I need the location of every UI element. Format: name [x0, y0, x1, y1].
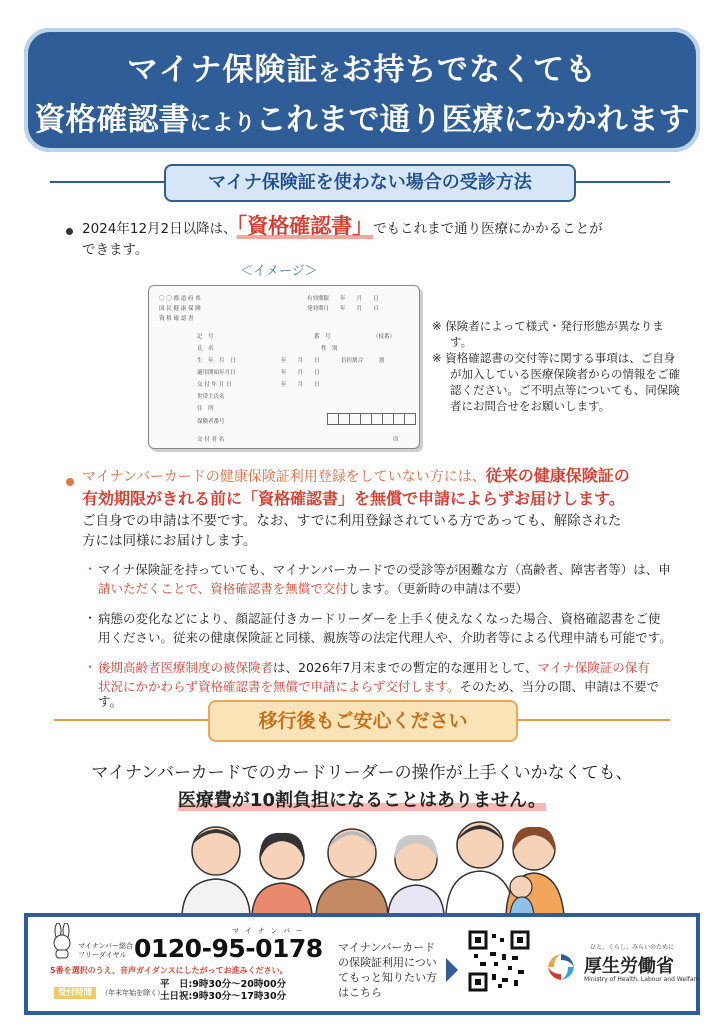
sub-bullet-2-line1: 病態の変化などにより、顔認証付きカードリーダーを上手く使えなくなった場合、資格確認書をご使: [98, 611, 661, 626]
arrow-right-icon: [446, 958, 458, 982]
dial-label-1: マイナンバー総合: [78, 942, 134, 950]
intro-text: 2024年12月2日以降は、「資格確認書」でもこれまで通り医療にかかることが: [82, 214, 603, 238]
certificate-card-image: 〇 〇 都 道 府 県 国 民 健 康 保 険 資 格 確 認 書 有効期限 年 月 日 発効期日 年 月 日 記 号 番 号 （枝番） 氏 名 性 別 生 年 月 日 年 月 日 負担割合 割 適用開始年月日 年 月 日 交 付 年 月 日 年 月 日 世帯主氏名 住 所 保険者番号 交 付 者 名 印: [148, 285, 420, 449]
section-title-2: 移行後もご安心ください: [208, 700, 518, 742]
reassure-line-2: 医療費が10割負担になることはありません。: [177, 790, 547, 811]
person-man-icon: [182, 827, 250, 915]
header-banner: [24, 28, 700, 152]
hours-label: 受付時間 （年末年始を除く）: [54, 980, 164, 999]
voice-guide-text: 5番を選択のうえ、音声ガイダンスにしたがってお進みください。: [50, 966, 288, 975]
sub-bullet-1-line2: 請いただくことで、資格確認書を無償で交付します。（更新時の申請は不要）: [98, 581, 529, 596]
note-1: ※ 保険者によって様式・発行形態が異なります。: [432, 319, 664, 349]
ministry-name: 厚生労働省: [584, 956, 674, 977]
sub-bullet-mark-2: ・: [84, 611, 97, 625]
person-elderly-woman-icon: [388, 835, 444, 915]
reassure-line-1: マイナンバーカードでのカードリーダーの操作が上手くいかなくても、: [91, 763, 633, 783]
sub-bullet-mark-3: ・: [84, 660, 97, 674]
hours-weekday: 平 日:9時30分～20時00分: [160, 979, 287, 990]
section-title: マイナ保険証を使わない場合の受診方法: [164, 164, 576, 202]
bullet-dot: [66, 228, 73, 235]
person-woman-icon: [252, 833, 312, 915]
sub-bullet-3-line3: す。: [98, 694, 123, 709]
intro-text-line2: できます。: [82, 242, 149, 258]
main-bullet-line1: マイナンバーカードの健康保険証利用登録をしていない方には、従来の健康保険証の: [82, 466, 630, 485]
sub-bullet-3-line1: 後期高齢者医療制度の被保険者は、2026年7月末までの暫定的な運用として、マイナ保険証の保有: [98, 660, 650, 675]
image-label: ＜イメージ＞: [240, 264, 318, 279]
ministry-logo-icon: [544, 950, 578, 984]
ministry-tagline: ひと、くらし、みらいのために: [590, 944, 675, 951]
sub-bullet-1-line1: マイナ保険証を持っていても、マイナンバーカードでの受診等が困難な方（高齢者、障害者等）は、申: [98, 562, 671, 577]
note-2: ※ 資格確認書の交付等に関する事項は、ご自身が加入している医療保険者からの情報をご確認ください。ご不明点等についても、同保険者にお問合せをお願いします。: [432, 351, 680, 413]
notes: [432, 318, 682, 414]
person-elderly-man-icon: [316, 829, 388, 915]
phone-number[interactable]: 0120-95-0178: [134, 934, 323, 963]
insurer-number-boxes: [327, 413, 415, 425]
dial-label-2: フリーダイヤル: [78, 951, 127, 959]
main-bullet-line3: ご自身での申請は不要です。なお、すでに利用登録されている方であっても、解除された: [82, 513, 622, 529]
hours-weekend: 土日祝:9時30分～17時30分: [160, 991, 287, 1002]
ministry-name-en: Ministry of Health, Labour and Welfare: [584, 976, 700, 983]
sub-bullet-mark-1: ・: [84, 562, 97, 576]
banner-line-2: 資格確認書によりこれまで通り医療にかかれます: [34, 102, 690, 138]
banner-line-1: マイナ保険証をお持ちでなくても: [126, 52, 598, 88]
main-bullet-line4: 方には同様にお届けします。: [82, 533, 257, 549]
family-illustration: [176, 815, 566, 915]
sub-bullet-2-line2: 用ください。従来の健康保険証と同様、親族等の法定代理人や、介助者等による代理申請も可能です。: [98, 630, 672, 645]
qr-description: マイナンバーカード の保険証利用につい てもっと知りたい方 はこちら: [338, 941, 437, 999]
person-young-man-icon: [446, 822, 514, 915]
qr-code-icon[interactable]: [468, 930, 530, 992]
sub-bullet-3-line2: 状況にかかわらず資格確認書を無償で申請によらず交付します。そのため、当分の間、申請は不要で: [98, 679, 660, 694]
phone-ruby: マイナンバー: [232, 927, 310, 935]
bullet-dot-orange: [66, 478, 74, 486]
main-bullet-line2: 有効期限がきれる前に「資格確認書」を無償で申請によらずお届けします。: [82, 489, 625, 508]
rabbit-mascot-icon: [50, 923, 74, 959]
person-mother-baby-icon: [506, 827, 564, 915]
